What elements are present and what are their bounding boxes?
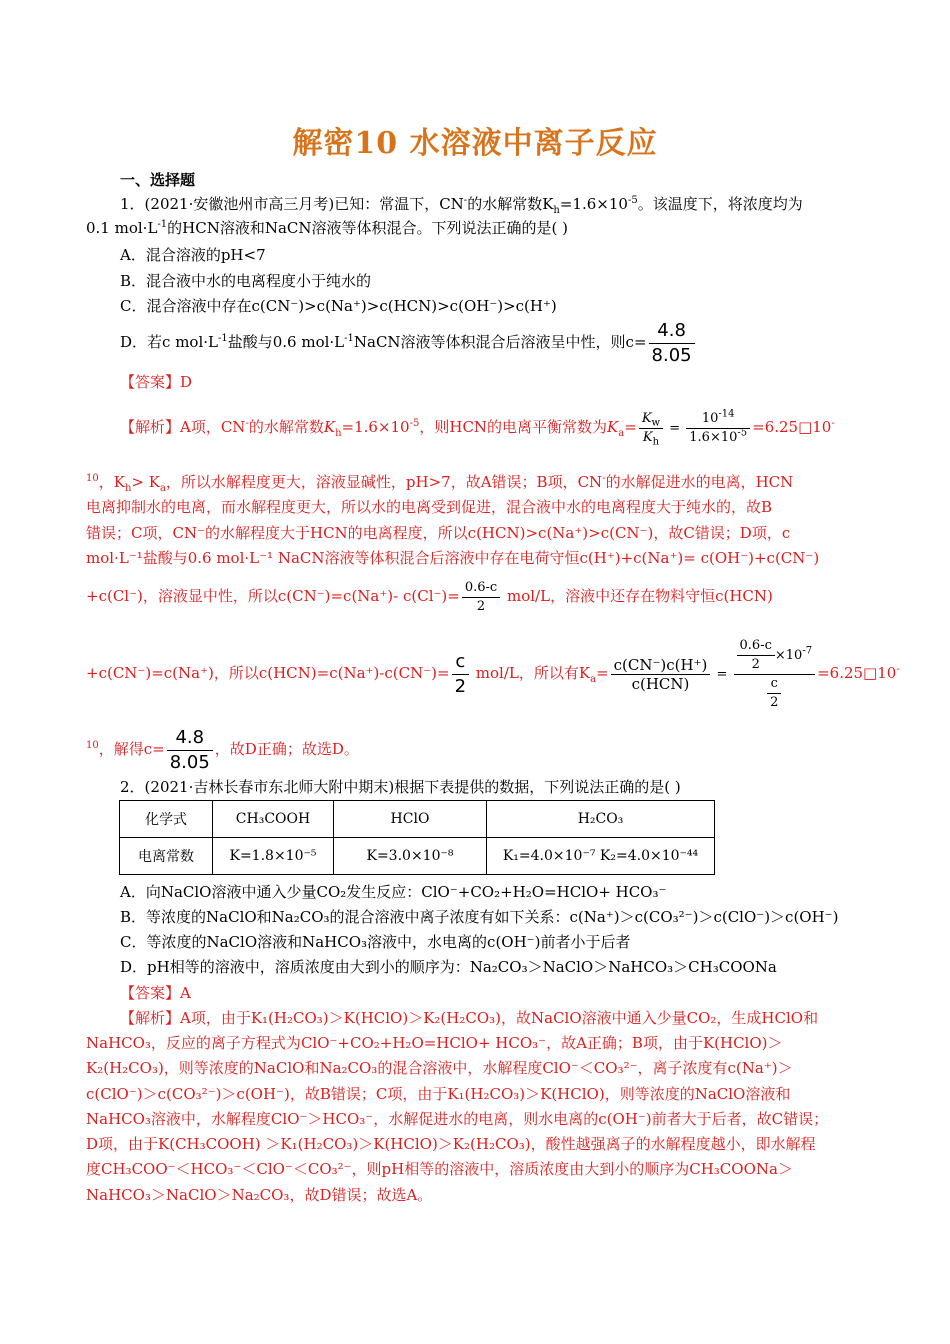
q2-explanation-line1: 【解析】A项，由于K₁(H₂CO₃)＞K(HClO)＞K₂(H₂CO₃)，故NaClO溶液中通入少量CO₂，生成HClO和 — [120, 1009, 819, 1027]
q1-option-a: A．混合溶液的pH<7 — [120, 246, 266, 264]
q2-explanation-line4: c(ClO⁻)＞c(CO₃²⁻)＞c(OH⁻)，故B错误；C项，由于K₁(H₂CO₃)＞K(HClO)，则等浓度的NaClO溶液和 — [86, 1085, 791, 1103]
q1-stem-line2: 0.1 $mol\cdot L^{-1}$的HCN溶液和NaCN溶液等体积混合。下列说法正确的是( ) — [86, 219, 568, 237]
page-title: 解密10 水溶液中离子反应 — [292, 126, 658, 161]
table-header-row — [120, 801, 715, 838]
q2-stem: 2．(2021·吉林长春市东北师大附中期末)根据下表提供的数据，下列说法正确的是( ) — [120, 778, 681, 796]
q1-explanation-line1: 【解析】A项，CN-的水解常数$K_h=1.6\times 10^{-5}$，则HCN的电离平衡常数为$K_a=$ $\frac{K_w}{K_h}$ = $\frac{10^{-14}}{1.6\times 10^{-5}}$ =6.25□10- — [120, 408, 835, 448]
q2-explanation-line3: K₂(H₂CO₃)，则等浓度的NaClO和Na₂CO₃的混合溶液中，水解程度ClO⁻＜CO₃²⁻，离子浓度有c(Na⁺)＞ — [86, 1059, 793, 1077]
q1-explanation-line8: $^{10}$，解得c= $\frac{4.8}{8.05}$ ，故D正确；故选D。 — [86, 726, 359, 773]
q1-stem-line1: 1．(2021·安徽池州市高三月考)已知：常温下，CN-的水解常数$K_h=1.6\times 10^{-5}$。该温度下，将浓度均为 — [120, 195, 803, 216]
q1-result-fraction: $\frac{4.8}{8.05}$ — [167, 726, 213, 775]
q1-explanation-line7: +c(CN⁻)=c(Na⁺)，所以c(HCN)=c(Na⁺)-c(CN⁻)= $\frac{c}{2}$ mol/L，所以有$K_a=$ $\frac{c(CN^-)c(H^+)}{\text{c(HCN)}}$ = $\frac{0.6-c}{2}$ $\times 10^{-7}$ $\frac{c}{2}$ =6.25□10- — [86, 637, 900, 710]
q1-explanation-line3: 电离抑制水的电离，而水解程度更大，所以水的电离受到促进，混合液中水的电离程度大于纯水的，故B — [86, 498, 773, 516]
q1-d-fraction: $\frac{4.8}{8.05}$ — [649, 319, 695, 368]
table-cell: K=1.8×10⁻⁵ — [213, 838, 334, 875]
q1-option-d: D．若c $mol\cdot L^{-1}$盐酸与0.6 $mol\cdot L^{-1}NaCN$溶液等体积混合后溶液呈中性，则c= $\frac{4.8}{8.05}$ — [120, 318, 697, 368]
table-cell: 电离常数 — [120, 838, 213, 875]
ka-substituted-fraction: $\frac{0.6-c}{2}$ $\times 10^{-7}$ $\frac{c}{2}$ — [734, 637, 816, 712]
q1-explanation-line2: $^{10}$，$K_h> K_a$，所以水解程度更大，溶液显碱性，pH>7，故A错误；B项，CN-的水解促进水的电离，HCN — [86, 473, 794, 494]
q2-explanation-line8: NaHCO₃＞NaClO＞Na₂CO₃，故D错误；故选A。 — [86, 1186, 433, 1204]
q2-option-b: B．等浓度的NaClO和Na₂CO₃的混合溶液中离子浓度有如下关系：c(Na⁺)＞c(CO₃²⁻)＞c(ClO⁻)＞c(OH⁻) — [120, 908, 839, 926]
cn-concentration-fraction: $\frac{0.6-c}{2}$ — [462, 579, 500, 616]
ionization-constant-table — [119, 800, 715, 875]
q1-option-b: B．混合液中水的电离程度小于纯水的 — [120, 272, 372, 290]
q1-explanation-line4: 错误；C项，CN⁻的水解程度大于HCN的电离程度，所以c(HCN)>c(Na⁺)>c(CN⁻)，故C错误；D项，c — [86, 524, 791, 542]
ka-value-fraction: $\frac{10^{-14}}{1.6\times 10^{-5}}$ — [686, 410, 750, 447]
ka-expression-fraction: $\frac{c(CN^-)c(H^+)}{\text{c(HCN)}}$ — [611, 656, 711, 693]
q1-explanation-line5: mol·L⁻¹盐酸与0.6 mol·L⁻¹ NaCN溶液等体积混合后溶液中存在电荷守恒c(H⁺)+c(Na⁺)= c(OH⁻)+c(CN⁻) — [86, 549, 820, 567]
table-cell: H₂CO₃ — [487, 801, 715, 838]
table-cell: K₁=4.0×10⁻⁷ K₂=4.0×10⁻⁴⁴ — [487, 838, 715, 875]
table-cell: CH₃COOH — [213, 801, 334, 838]
hcn-concentration-fraction: $\frac{c}{2}$ — [452, 650, 469, 699]
table-cell: K=3.0×10⁻⁸ — [334, 838, 487, 875]
table-row — [120, 838, 715, 875]
table-cell: 化学式 — [120, 801, 213, 838]
q2-explanation-line7: 度CH₃COO⁻＜HCO₃⁻＜ClO⁻＜CO₃²⁻，则pH相等的溶液中，溶质浓度由大到小的顺序为CH₃COONa＞ — [86, 1160, 793, 1178]
q1-answer: 【答案】D — [120, 373, 193, 391]
q2-explanation-line6: D项，由于K(CH₃COOH) ＞K₁(H₂CO₃)＞K(HClO)＞K₂(H₂CO₃)，酸性越强离子的水解程度越小，即水解程 — [86, 1135, 816, 1153]
q1-explanation-line6: +c(Cl⁻)，溶液显中性，所以c(CN⁻)=c(Na⁺)- c(Cl⁻)= $\frac{0.6-c}{2}$ mol/L，溶液中还存在物料守恒c(HCN) — [86, 579, 773, 614]
section-heading: 一、选择题 — [120, 171, 196, 189]
table-cell: HClO — [334, 801, 487, 838]
q2-option-d: D．pH相等的溶液中，溶质浓度由大到小的顺序为：Na₂CO₃＞NaClO＞NaHCO₃＞CH₃COONa — [120, 958, 777, 976]
q2-explanation-line5: NaHCO₃溶液中，水解程度ClO⁻＞HCO₃⁻，水解促进水的电离，则水电离的c(OH⁻)前者大于后者，故C错误； — [86, 1110, 829, 1128]
q2-explanation-line2: NaHCO₃，反应的离子方程式为ClO⁻+CO₂+H₂O=HClO+ HCO₃⁻，故A正确；B项，由于K(HClO)＞ — [86, 1034, 783, 1052]
q2-option-c: C．等浓度的NaClO溶液和NaHCO₃溶液中，水电离的c(OH⁻)前者小于后者 — [120, 933, 631, 951]
q2-answer: 【答案】A — [120, 984, 191, 1002]
q1-option-c: C．混合溶液中存在c(CN⁻)>c(Na⁺)>c(HCN)>c(OH⁻)>c(H⁺) — [120, 297, 557, 315]
kw-over-kh-fraction: $\frac{K_w}{K_h}$ — [639, 410, 663, 447]
q2-option-a: A．向NaClO溶液中通入少量CO₂发生反应：ClO⁻+CO₂+H₂O=HClO+ HCO₃⁻ — [120, 883, 667, 901]
